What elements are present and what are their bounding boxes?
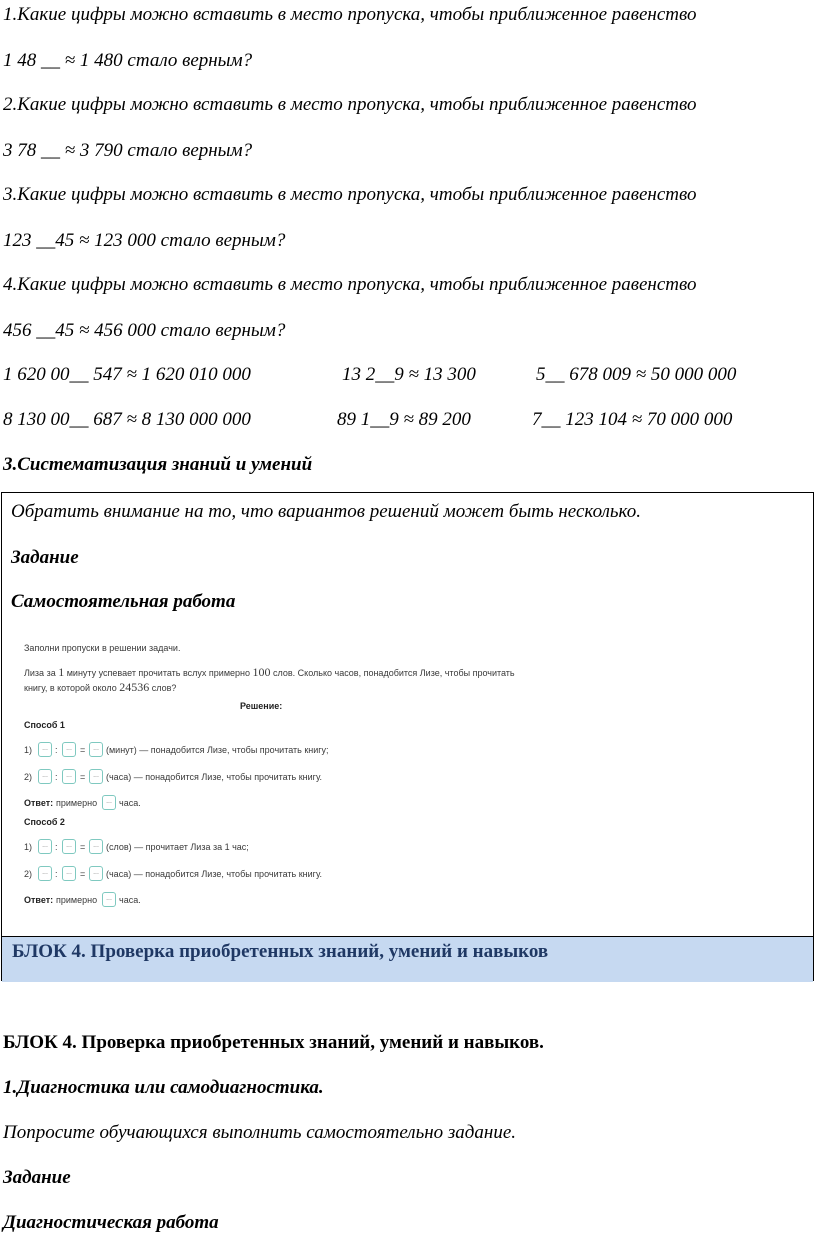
worksheet-instruction: Заполни пропуски в решении задачи.	[24, 643, 181, 653]
equation: 89 1__9 ≈ 89 200	[337, 409, 471, 430]
answer-box[interactable]: ...	[102, 795, 116, 810]
answer-box[interactable]: ...	[38, 742, 52, 757]
operator: =	[80, 842, 86, 852]
answer-label: Ответ:	[24, 895, 54, 905]
answer-box[interactable]: ...	[62, 742, 76, 757]
worksheet-problem-line-1	[24, 665, 515, 680]
worksheet-problem-line-2	[24, 680, 176, 695]
operator: =	[80, 745, 86, 755]
problem-number: 24536	[119, 680, 150, 694]
step-text: (часа) — понадобится Лизе, чтобы прочитать книгу.	[106, 772, 323, 782]
question-1-text: 1.Какие цифры можно вставить в место пропуска, чтобы приближенное равенство	[3, 4, 697, 25]
step-text: (минут) — понадобится Лизе, чтобы прочитать книгу;	[106, 745, 329, 755]
answer-box[interactable]: ...	[89, 742, 103, 757]
solution-title: Решение:	[240, 701, 283, 711]
answer-box[interactable]: ...	[89, 866, 103, 881]
block4-banner	[2, 936, 813, 982]
answer-box[interactable]: ...	[38, 839, 52, 854]
problem-text: минуту успевает прочитать вслух примерно	[66, 668, 250, 678]
problem-text: Лиза за	[24, 668, 56, 678]
equation: 8 130 00__ 687 ≈ 8 130 000 000	[3, 409, 251, 430]
equation-row-1	[3, 364, 813, 386]
operator: :	[55, 869, 58, 879]
step-label: 1)	[24, 842, 33, 852]
answer-box[interactable]: ...	[62, 839, 76, 854]
diagnostic-work-label: Диагностическая работа	[3, 1212, 219, 1233]
problem-number: 1	[58, 665, 65, 679]
answer-post: часа.	[119, 895, 141, 905]
method-2-title: Способ 2	[24, 817, 65, 827]
question-4-equation: 456 __45 ≈ 456 000 стало верным?	[3, 320, 286, 341]
section-3-title: 3.Систематизация знаний и умений	[3, 454, 313, 475]
method-1-title: Способ 1	[24, 720, 65, 730]
task-label-2: Задание	[3, 1167, 71, 1188]
problem-text: книгу, в которой около	[24, 683, 117, 693]
answer-box[interactable]: ...	[89, 769, 103, 784]
step-text: (часа) — понадобится Лизе, чтобы прочитать книгу.	[106, 869, 323, 879]
answer-pre: примерно	[56, 895, 98, 905]
diagnostics-text: Попросите обучающихся выполнить самостоятельно задание.	[3, 1122, 517, 1143]
question-2-text: 2.Какие цифры можно вставить в место пропуска, чтобы приближенное равенство	[3, 94, 697, 115]
answer-box[interactable]: ...	[62, 866, 76, 881]
problem-text: слов. Сколько часов, понадобится Лизе, чтобы прочитать	[273, 668, 515, 678]
answer-box[interactable]: ...	[102, 892, 116, 907]
question-4-text: 4.Какие цифры можно вставить в место пропуска, чтобы приближенное равенство	[3, 274, 697, 295]
operator: =	[80, 772, 86, 782]
question-1-equation: 1 48 __ ≈ 1 480 стало верным?	[3, 50, 253, 71]
block4-banner-label: БЛОК 4. Проверка приобретенных знаний, умений и навыков	[12, 941, 549, 962]
answer-box[interactable]: ...	[38, 769, 52, 784]
box-task-label: Задание	[11, 547, 79, 568]
problem-text: слов?	[151, 683, 177, 693]
systematization-box	[1, 492, 814, 981]
operator: :	[55, 745, 58, 755]
answer-post: часа.	[119, 798, 141, 808]
answer-box[interactable]: ...	[38, 866, 52, 881]
embedded-worksheet	[22, 627, 515, 917]
equation: 5__ 678 009 ≈ 50 000 000	[536, 364, 737, 385]
equation-row-2	[3, 409, 813, 431]
step-label: 2)	[24, 772, 33, 782]
step-text: (слов) — прочитает Лиза за 1 час;	[106, 842, 249, 852]
question-3-text: 3.Какие цифры можно вставить в место пропуска, чтобы приближенное равенство	[3, 184, 697, 205]
answer-label: Ответ:	[24, 798, 54, 808]
answer-pre: примерно	[56, 798, 98, 808]
box-note: Обратить внимание на то, что вариантов решений может быть несколько.	[11, 501, 641, 522]
step-label: 1)	[24, 745, 33, 755]
equation: 7__ 123 104 ≈ 70 000 000	[532, 409, 733, 430]
answer-box[interactable]: ...	[62, 769, 76, 784]
diagnostics-title: 1.Диагностика или самодиагностика.	[3, 1077, 324, 1098]
operator: :	[55, 772, 58, 782]
step-label: 2)	[24, 869, 33, 879]
problem-number: 100	[252, 665, 271, 679]
equation: 13 2__9 ≈ 13 300	[342, 364, 476, 385]
operator: =	[80, 869, 86, 879]
answer-box[interactable]: ...	[89, 839, 103, 854]
question-2-equation: 3 78 __ ≈ 3 790 стало верным?	[3, 140, 253, 161]
operator: :	[55, 842, 58, 852]
question-3-equation: 123 __45 ≈ 123 000 стало верным?	[3, 230, 286, 251]
box-work-label: Самостоятельная работа	[11, 591, 236, 612]
block4-heading: БЛОК 4. Проверка приобретенных знаний, умений и навыков.	[3, 1032, 544, 1053]
equation: 1 620 00__ 547 ≈ 1 620 010 000	[3, 364, 251, 385]
